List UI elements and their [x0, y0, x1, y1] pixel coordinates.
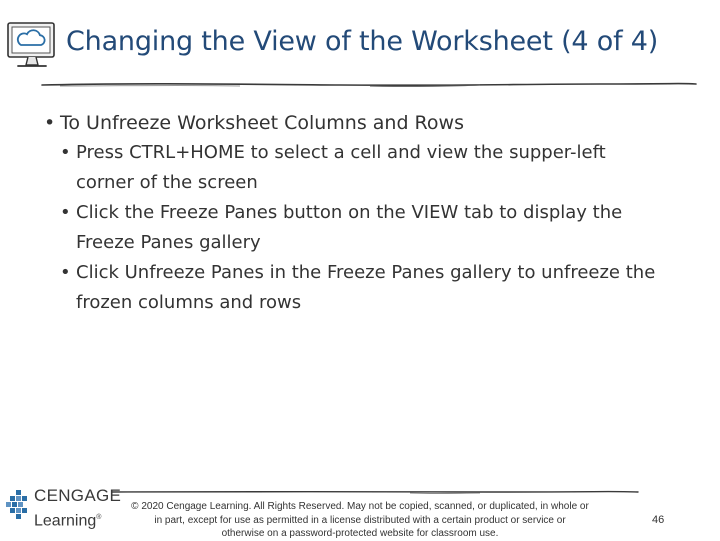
- slide-title: Changing the View of the Worksheet (4 of 4): [66, 26, 659, 57]
- cengage-logo: [4, 486, 122, 534]
- footer-divider: [110, 486, 640, 498]
- bullet-marker: •: [60, 142, 71, 163]
- sub-bullet-text-line: Click Unfreeze Panes in the Freeze Panes gallery to unfreeze the: [76, 262, 656, 283]
- sub-bullet-text-line: Click the Freeze Panes button on the VIEW tab to display the: [76, 202, 623, 223]
- copyright-notice: [110, 500, 610, 541]
- bullet-marker: •: [44, 112, 56, 134]
- sub-bullet-text-line: Press CTRL+HOME to select a cell and view the supper-left: [76, 142, 606, 163]
- logo-wordmark: CENGAGE: [34, 486, 122, 505]
- cengage-logo-mark-icon: [4, 488, 32, 528]
- copyright-line: in part, except for use as permitted in a license distributed with a certain product or service or: [154, 514, 566, 526]
- sub-bullet: [60, 258, 710, 318]
- copyright-line: © 2020 Cengage Learning. All Rights Reserved. May not be copied, scanned, or duplicated, in whole or: [131, 501, 589, 512]
- sub-bullet-text-line: corner of the screen: [76, 172, 258, 193]
- bullet-text: To Unfreeze Worksheet Columns and Rows: [60, 112, 464, 134]
- bullet-marker: •: [60, 262, 71, 283]
- logo-subtitle: Learning: [34, 512, 97, 530]
- sub-bullet: [60, 138, 710, 198]
- sub-bullet-text-line: frozen columns and rows: [76, 292, 302, 313]
- monitor-cloud-icon: [4, 20, 60, 72]
- sub-bullet-text-line: Freeze Panes gallery: [76, 232, 261, 253]
- bullet-list: [40, 108, 710, 318]
- bullet-marker: •: [60, 202, 71, 223]
- bullet-level1: [40, 108, 710, 138]
- title-divider: [40, 76, 700, 92]
- registered-mark: ®: [96, 514, 102, 521]
- page-number: 46: [652, 514, 665, 526]
- sub-bullet: [60, 198, 710, 258]
- copyright-line: otherwise on a password-protected website for classroom use.: [221, 528, 499, 539]
